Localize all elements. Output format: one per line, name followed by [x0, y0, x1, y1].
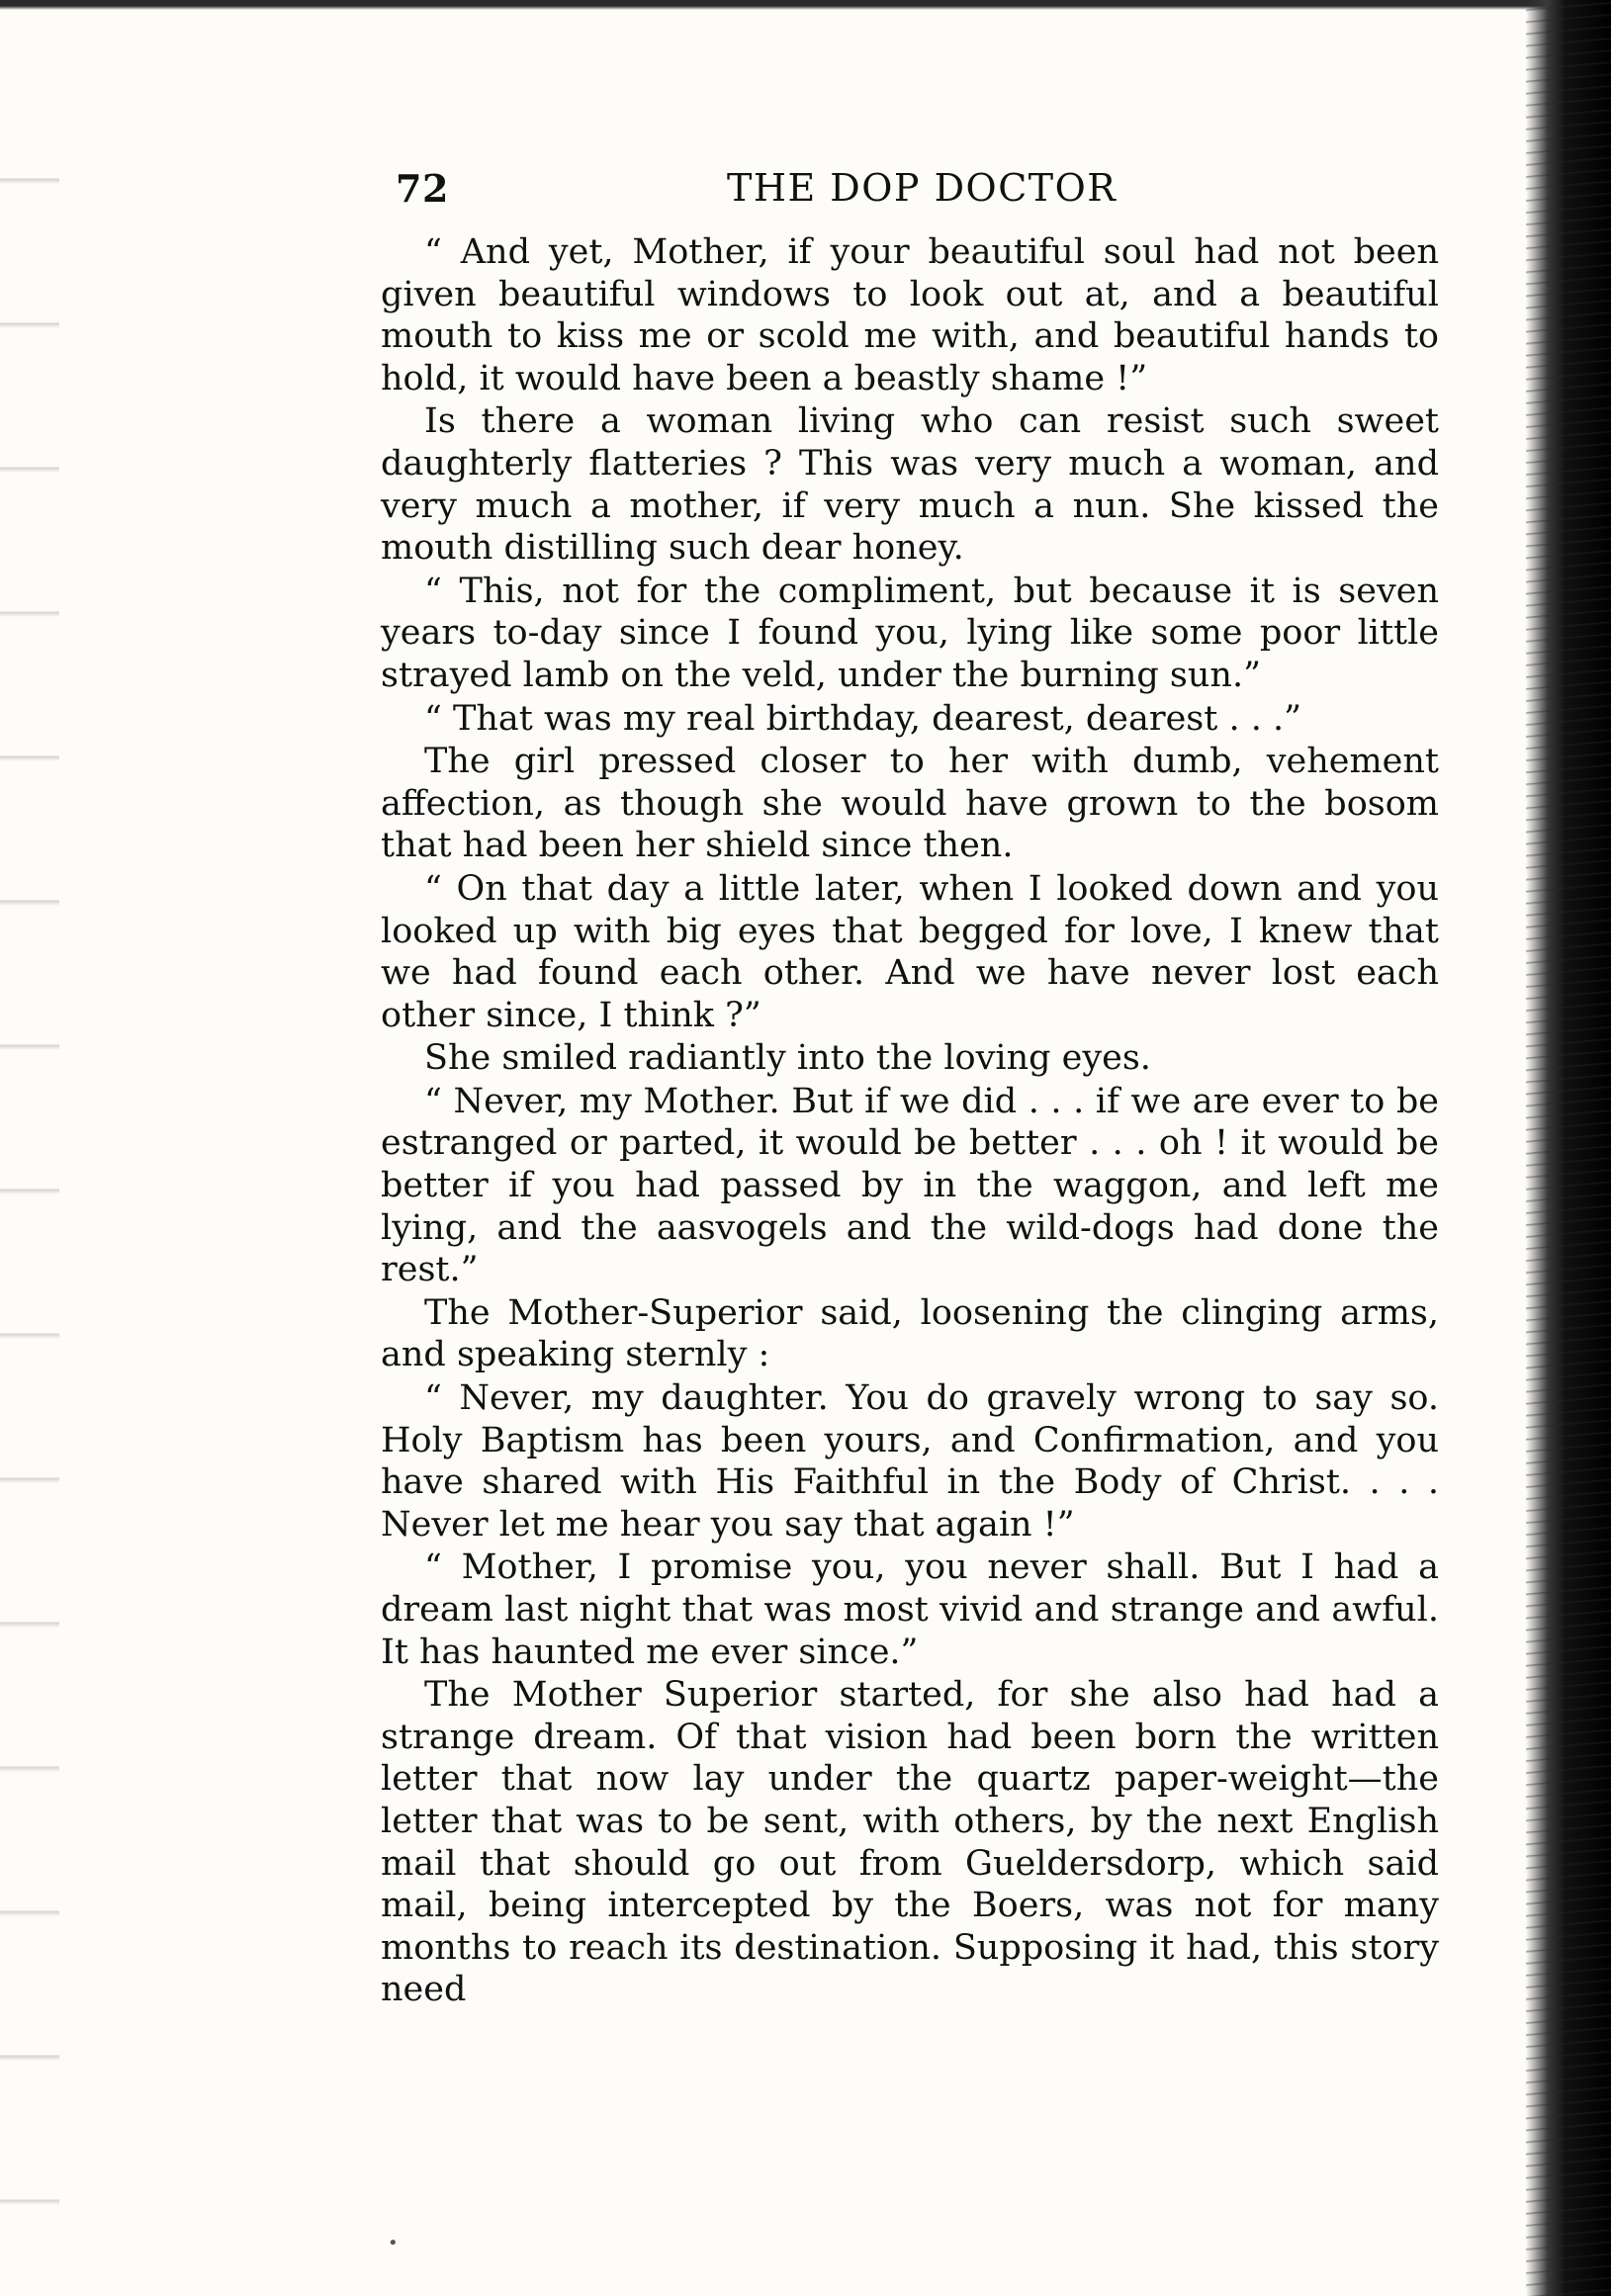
printer-mark: • [388, 2233, 399, 2253]
paragraph: Is there a woman living who can resist such sweet daughterly flatteries ? This was very much a woman, and very much a mother, if very much a nun. She kissed the mouth distilling such dear honey. [381, 401, 1439, 569]
paragraph: She smiled radiantly into the loving eyes. [424, 1038, 1151, 1079]
book-title: THE DOP DOCTOR [727, 166, 1118, 210]
paragraph: “ Never, my Mother. But if we did . . . if we are ever to be estranged or parted, it would be better . . . oh ! it would be better if you had passed by in the waggon, and left me lying, and the aasvogels and the wild-dogs had done the rest.” [381, 1081, 1439, 1290]
paragraph: “ That was my real birthday, dearest, dearest . . .” [424, 698, 1301, 739]
paragraph: “ And yet, Mother, if your beautiful soul had not been given beautiful windows to look out at, and a beautiful mouth to kiss me or scold me with, and beautiful hands to hold, it would have been a beastly shame !” [381, 232, 1439, 398]
scan-binding-shadow [1526, 0, 1611, 2296]
paragraph: “ Mother, I promise you, you never shall. But I had a dream last night that was most vivid and strange and awful. It has haunted me ever since.” [381, 1547, 1439, 1672]
paragraph: The Mother-Superior said, loosening the clinging arms, and speaking sternly : [381, 1292, 1439, 1375]
paragraph: “ This, not for the compliment, but because it is seven years to-day since I found you, lying like some poor little strayed lamb on the veld, under the burning sun.” [381, 571, 1439, 695]
page-number: 72 [396, 166, 449, 211]
running-head [381, 158, 1439, 231]
scan-margin-specks [0, 40, 59, 2274]
body-text [381, 231, 1439, 2011]
scan-top-edge [0, 0, 1611, 10]
paragraph: The Mother Superior started, for she also had had a strange dream. Of that vision had been born the written letter that now lay under the quartz paper-weight—the letter that was to be sent, with others, by the next English mail that should go out from Gueldersdorp, which said mail, being intercepted by the Boers, was not for many months to reach its destination. Supposing it had, this story need [381, 1675, 1439, 2010]
paragraph: The girl pressed closer to her with dumb, vehement affection, as though she would have grown to the bosom that had been her shield since then. [381, 742, 1439, 866]
paragraph: “ On that day a little later, when I looked down and you looked up with big eyes that begged for love, I knew that we had found each other. And we have never lost each other since, I think ?” [381, 868, 1439, 1035]
book-page [381, 158, 1439, 2012]
paragraph: “ Never, my daughter. You do gravely wrong to say so. Holy Baptism has been yours, and Confirmation, and you have shared with His Faithful in the Body of Christ. . . . Never let me hear you say that again !” [381, 1378, 1439, 1545]
